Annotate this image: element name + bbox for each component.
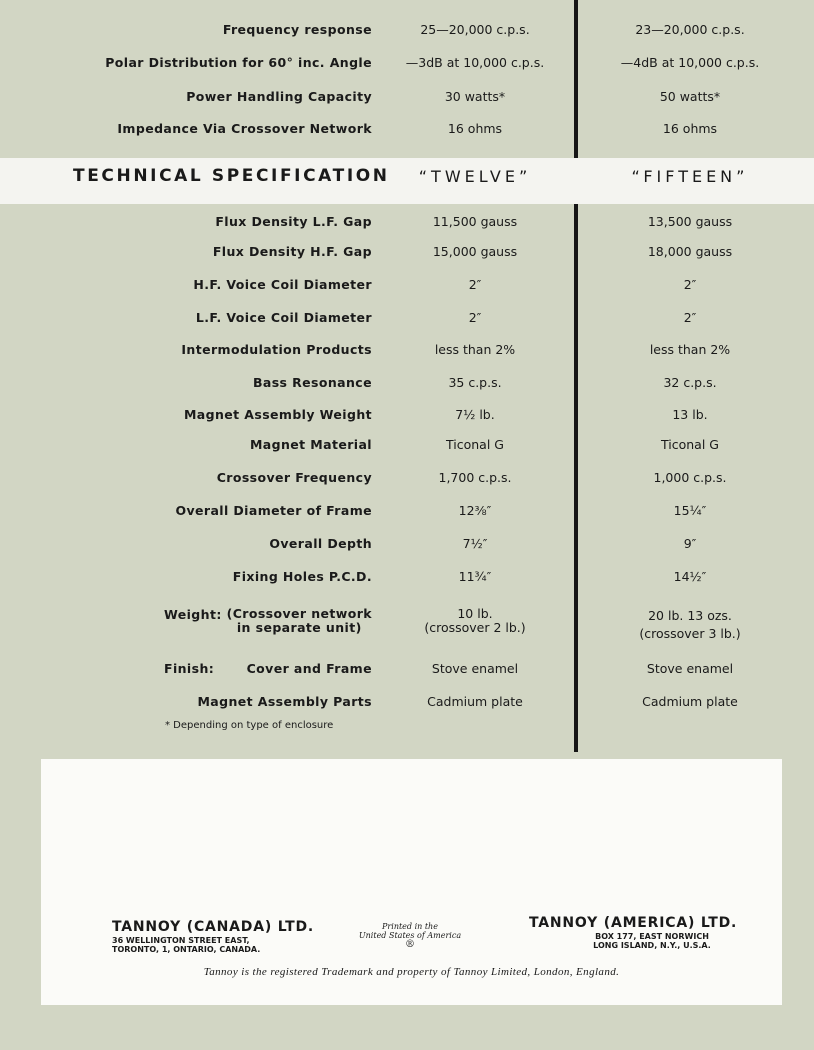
spec-value-fifteen: 2″: [683, 310, 697, 325]
spec-value-fifteen: Stove enamel: [646, 661, 734, 676]
america-address-line-2: LONG ISLAND, N.Y., U.S.A.: [593, 941, 711, 950]
registered-mark: ®: [405, 939, 415, 950]
spec-value-fifteen: 13,500 gauss: [647, 214, 733, 229]
weight-sublabel-line-2: in separate unit): [236, 620, 362, 635]
weight-label: Weight:: [164, 607, 222, 622]
spec-value-twelve: 11,500 gauss: [432, 214, 518, 229]
spec-value-fifteen: 1,000 c.p.s.: [653, 470, 727, 485]
weight-twelve-line-2: (crossover 2 lb.): [424, 620, 526, 635]
spec-label: Polar Distribution for 60° inc. Angle: [105, 55, 372, 70]
spec-value-twelve: Stove enamel: [431, 661, 519, 676]
america-address: [592, 932, 712, 950]
spec-label: H.F. Voice Coil Diameter: [193, 277, 372, 292]
spec-value-fifteen: 50 watts*: [659, 89, 721, 104]
footnote: * Depending on type of enclosure: [165, 720, 334, 731]
spec-label: Flux Density L.F. Gap: [215, 214, 372, 229]
america-company-name: TANNOY (AMERICA) LTD.: [529, 915, 738, 931]
canada-address-line-1: 36 WELLINGTON STREET EAST,: [112, 936, 250, 945]
spec-label: Cover and Frame: [246, 661, 372, 676]
printed-notice: [348, 922, 472, 949]
weight-sublabel-line-1: (Crossover network: [226, 606, 372, 621]
column-header-twelve: “TWELVE”: [418, 167, 532, 186]
weight-fifteen-line-1: 20 lb. 13 ozs.: [648, 608, 732, 623]
spec-value-fifteen: Cadmium plate: [642, 694, 738, 709]
spec-label: Crossover Frequency: [216, 470, 372, 485]
spec-value-twelve: 7½″: [462, 536, 488, 551]
spec-label: Overall Diameter of Frame: [175, 503, 372, 518]
spec-label: Magnet Material: [249, 437, 372, 452]
spec-value-fifteen: 13 lb.: [672, 407, 708, 422]
spec-value-twelve: 16 ohms: [447, 121, 503, 136]
section-title: TECHNICAL SPECIFICATION: [73, 166, 390, 186]
spec-value-twelve: 1,700 c.p.s.: [438, 470, 512, 485]
spec-label: L.F. Voice Coil Diameter: [195, 310, 372, 325]
spec-label: Magnet Assembly Weight: [183, 407, 372, 422]
spec-value-twelve: 35 c.p.s.: [448, 375, 502, 390]
spec-value-twelve: 7½ lb.: [455, 407, 495, 422]
printed-line-2: United States of America: [358, 931, 462, 940]
spec-value-fifteen: 16 ohms: [662, 121, 718, 136]
column-divider: [574, 0, 578, 752]
canada-address-line-2: TORONTO, 1, ONTARIO, CANADA.: [112, 945, 261, 954]
canada-address: [112, 936, 260, 954]
spec-label: Impedance Via Crossover Network: [117, 121, 372, 136]
spec-value-twelve: 12⅜″: [458, 503, 492, 518]
america-address-line-1: BOX 177, EAST NORWICH: [595, 932, 709, 941]
spec-value-fifteen: 32 c.p.s.: [663, 375, 717, 390]
finish-label: Finish:: [164, 661, 215, 676]
spec-value-fifteen: 18,000 gauss: [647, 244, 733, 259]
spec-value-twelve: 15,000 gauss: [432, 244, 518, 259]
spec-label: Overall Depth: [269, 536, 372, 551]
weight-sublabel: [227, 607, 372, 635]
spec-value-fifteen: —4dB at 10,000 c.p.s.: [620, 55, 760, 70]
spec-label: Frequency response: [222, 22, 372, 37]
spec-label: Bass Resonance: [252, 375, 372, 390]
spec-label: Flux Density H.F. Gap: [212, 244, 372, 259]
spec-value-twelve: 11¾″: [458, 569, 492, 584]
printed-line-1: Printed in the: [382, 922, 438, 931]
spec-value-fifteen: 9″: [683, 536, 697, 551]
spec-value-twelve: Ticonal G: [446, 437, 504, 452]
spec-value-twelve: —3dB at 10,000 c.p.s.: [405, 55, 545, 70]
column-header-fifteen: “FIFTEEN”: [631, 167, 749, 186]
spec-value-fifteen: [610, 607, 770, 643]
spec-value-twelve: [395, 607, 555, 635]
weight-fifteen-line-2: (crossover 3 lb.): [639, 626, 741, 641]
spec-label: Power Handling Capacity: [186, 89, 372, 104]
spec-value-twelve: 30 watts*: [444, 89, 506, 104]
spec-value-twelve: 2″: [468, 277, 482, 292]
spec-value-twelve: 2″: [468, 310, 482, 325]
weight-twelve-line-1: 10 lb.: [457, 606, 493, 621]
spec-value-fifteen: less than 2%: [649, 342, 731, 357]
spec-label: Fixing Holes P.C.D.: [232, 569, 372, 584]
trademark-notice: Tannoy is the registered Trademark and property of Tannoy Limited, London, England.: [203, 966, 620, 978]
canada-company-name: TANNOY (CANADA) LTD.: [112, 919, 315, 935]
spec-value-fifteen: Ticonal G: [661, 437, 719, 452]
spec-value-twelve: 25—20,000 c.p.s.: [420, 22, 530, 37]
spec-value-fifteen: 23—20,000 c.p.s.: [635, 22, 745, 37]
spec-value-twelve: less than 2%: [434, 342, 516, 357]
spec-value-fifteen: 15¼″: [673, 503, 707, 518]
spec-label: Magnet Assembly Parts: [197, 694, 372, 709]
spec-value-fifteen: 14½″: [673, 569, 707, 584]
spec-value-fifteen: 2″: [683, 277, 697, 292]
spec-label: Intermodulation Products: [181, 342, 372, 357]
spec-value-twelve: Cadmium plate: [427, 694, 523, 709]
